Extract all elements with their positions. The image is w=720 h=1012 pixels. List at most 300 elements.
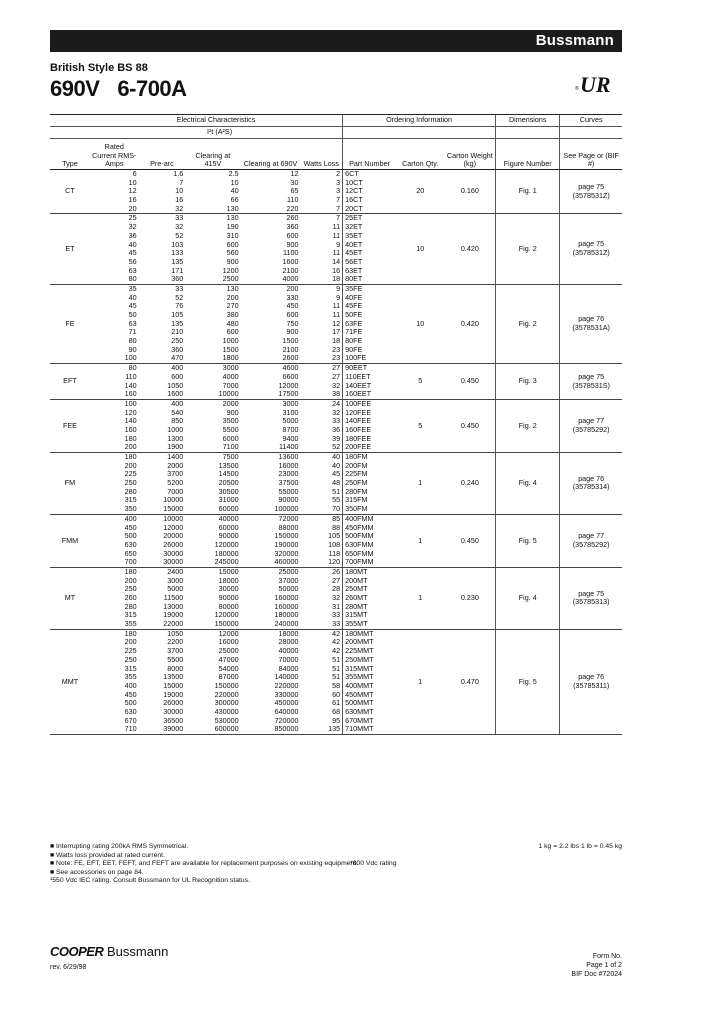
- note-replacement: ■ Note: FE, EFT, EET, FEFT, and FEFT are available for replacement purposes on existing equipment.: [50, 860, 359, 868]
- carton-weight: 0.160: [445, 170, 496, 214]
- prearc-value: 360: [171, 344, 184, 354]
- clearing-415v-value: 2.5: [228, 169, 239, 178]
- rated-current-value: 355: [124, 619, 137, 629]
- rated-current-value: 180: [124, 628, 137, 638]
- table-row: [50, 364, 622, 400]
- part-number: [343, 567, 396, 629]
- clearing-690v: [241, 364, 301, 400]
- clearing-690v-value: 2100: [282, 265, 299, 275]
- part-number-value: 315FM: [345, 495, 368, 505]
- watts-loss-value: 135: [328, 724, 341, 734]
- carton-weight: 0.450: [445, 399, 496, 452]
- clearing-690v-value: 6600: [282, 371, 299, 381]
- watts-loss-value: 3: [336, 177, 341, 187]
- clearing-415v: [185, 399, 240, 452]
- prearc-value: 12000: [163, 522, 184, 532]
- clearing-690v-value: 37500: [278, 478, 299, 488]
- watts-loss-value: 27: [332, 575, 341, 585]
- clearing-690v-value: 16000: [278, 460, 299, 470]
- curve-reference: [560, 399, 622, 452]
- fuse-type: MMT: [50, 629, 90, 734]
- table-row: [50, 567, 622, 629]
- rated-current-value: 280: [124, 601, 137, 611]
- watts-loss-value: 40: [332, 452, 341, 461]
- carton-qty: 1: [396, 453, 445, 515]
- watts-loss-value: 9: [336, 292, 341, 302]
- part-number-header: Part Number: [343, 139, 396, 170]
- watts-loss-value: 118: [328, 548, 341, 558]
- figure-number: Fig. 2: [496, 399, 560, 452]
- prearc-value: 26000: [163, 539, 184, 549]
- clearing-415v-value: 10000: [218, 389, 239, 399]
- rated-current: [90, 170, 139, 214]
- rated-current-value: 500: [124, 698, 137, 708]
- rated-current-value: 225: [124, 646, 137, 656]
- clearing-415v-value: 130: [226, 203, 239, 213]
- part-number-value: 200MMT: [345, 637, 374, 647]
- clearing-415v-value: 530000: [214, 715, 239, 725]
- part-number-value: 400MMT: [345, 680, 374, 690]
- clearing-415v: [185, 364, 240, 400]
- clearing-690v-value: 190000: [274, 539, 299, 549]
- figure-number-header: Figure Number: [496, 139, 560, 170]
- clearing-415v-value: 150000: [214, 680, 239, 690]
- watts-loss-value: 55: [332, 495, 341, 505]
- clearing-690v: [241, 170, 301, 214]
- prearc-value: 15000: [163, 680, 184, 690]
- prearc-value: 1600: [167, 389, 184, 399]
- clearing-415v-value: 310: [226, 230, 239, 240]
- prearc-value: 250: [171, 336, 184, 346]
- part-number-value: 250MT: [345, 584, 368, 594]
- fuse-group-fee: [50, 399, 622, 452]
- prearc-value: 52: [175, 292, 184, 302]
- prearc-value: 10000: [163, 513, 184, 523]
- clearing-415v-value: 12000: [218, 628, 239, 638]
- rated-current-value: 160: [124, 424, 137, 434]
- watts-loss-value: 7: [336, 203, 341, 213]
- fuse-type: FE: [50, 284, 90, 363]
- watts-loss: [300, 364, 342, 400]
- figure-number: Fig. 5: [496, 629, 560, 734]
- clearing-415v-value: 245000: [214, 557, 239, 567]
- watts-loss: [300, 567, 342, 629]
- rated-current-value: 36: [128, 230, 137, 240]
- rated-current-value: 40: [128, 292, 137, 302]
- cooper-logo: COOPER: [50, 944, 104, 959]
- clearing-415v-value: 90000: [218, 593, 239, 602]
- rated-current-value: 250: [124, 478, 137, 488]
- part-number-value: 90EET: [345, 363, 368, 373]
- curve-bif: (3578531Z): [572, 248, 610, 258]
- clearing-690v-value: 1600: [282, 256, 299, 266]
- prearc: [139, 567, 186, 629]
- clearing-415v-value: 60000: [218, 504, 239, 514]
- prearc-value: 26000: [163, 698, 184, 708]
- clearing-690v-value: 640000: [274, 706, 299, 716]
- rated-current-value: 25: [128, 213, 137, 223]
- part-number-value: 315MT: [345, 610, 368, 620]
- carton-weight: 0.420: [445, 284, 496, 363]
- clearing-690v: [241, 514, 301, 567]
- part-number-value: 355MMT: [345, 672, 374, 682]
- clearing-690v-value: 600: [286, 310, 299, 319]
- clearing-690v-value: 160000: [274, 601, 299, 611]
- rated-current-value: 315: [124, 663, 137, 673]
- prearc-value: 32: [175, 203, 184, 213]
- fuse-group-mt: [50, 567, 622, 629]
- prearc-value: 33: [175, 283, 184, 293]
- watts-loss-value: 39: [332, 433, 341, 443]
- clearing-690v-value: 50000: [278, 584, 299, 594]
- clearing-415v: [185, 453, 240, 515]
- note-600vdc: *600 Vdc rating: [350, 860, 397, 867]
- carton-weight: 0.230: [445, 567, 496, 629]
- clearing-415v-value: 1000: [222, 336, 239, 346]
- part-number: [343, 514, 396, 567]
- clearing-415v-value: 10: [230, 177, 239, 187]
- prearc-value: 400: [171, 363, 184, 373]
- rated-current-value: 200: [124, 442, 137, 452]
- clearing-415v-value: 60000: [218, 522, 239, 532]
- carton-qty: 5: [396, 364, 445, 400]
- part-number-value: 180FM: [345, 452, 368, 461]
- watts-loss-value: 24: [332, 398, 341, 408]
- rated-current-value: 20: [128, 203, 137, 213]
- clearing-690v-value: 200: [286, 283, 299, 293]
- clearing-415v: [185, 514, 240, 567]
- part-number-value: 250MMT: [345, 654, 374, 664]
- clearing-415v-value: 66: [230, 195, 239, 205]
- carton-weight: 0.240: [445, 453, 496, 515]
- clearing-415v-value: 900: [226, 407, 239, 417]
- clearing-415v-value: 3000: [222, 363, 239, 373]
- rated-current-value: 56: [128, 256, 137, 266]
- carton-qty: 10: [396, 284, 445, 363]
- clearing-690v-value: 18000: [278, 628, 299, 638]
- clearing-690v-value: 160000: [274, 593, 299, 602]
- clearing-415v-value: 430000: [214, 706, 239, 716]
- watts-loss-header: Watts Loss: [300, 139, 342, 170]
- clearing-690v-value: 330000: [274, 689, 299, 699]
- watts-loss-value: 28: [332, 584, 341, 594]
- prearc-value: 10: [175, 186, 184, 196]
- fuse-group-fe: [50, 284, 622, 363]
- clearing-690v-value: 30: [290, 177, 299, 187]
- clearing-690v-value: 220: [286, 203, 299, 213]
- part-number-value: 40ET: [345, 239, 363, 249]
- watts-loss-value: 2: [336, 169, 341, 178]
- clearing-690v-value: 900: [286, 239, 299, 249]
- footer-logo: [50, 944, 168, 959]
- clearing-415-header: Clearing at 415V: [185, 139, 240, 170]
- curve-bif: (3578531Z): [572, 190, 610, 200]
- rated-current-value: 200: [124, 460, 137, 470]
- fuse-type: ET: [50, 214, 90, 285]
- rated-current-value: 160: [124, 389, 137, 399]
- rated-current-value: 110: [125, 371, 137, 381]
- prearc: [139, 629, 186, 734]
- rated-current: [90, 364, 139, 400]
- rated-current: [90, 514, 139, 567]
- watts-loss-value: 17: [332, 327, 341, 337]
- clearing-415v-value: 6000: [222, 433, 239, 443]
- prearc-value: 30000: [163, 548, 184, 558]
- part-number-value: 650FMM: [345, 548, 374, 558]
- rated-current-value: 250: [124, 654, 137, 664]
- clearing-415v-value: 7000: [222, 380, 239, 390]
- rated-current-value: 90: [128, 344, 137, 354]
- part-number-value: 630MMT: [345, 706, 374, 716]
- clearing-690v-value: 25000: [278, 566, 299, 576]
- fuse-group-mmt: [50, 629, 622, 734]
- part-number-value: 35ET: [345, 230, 363, 240]
- clearing-415v-value: 130: [226, 283, 239, 293]
- clearing-690v-value: 4000: [282, 274, 299, 284]
- fuse-group-eft: [50, 364, 622, 400]
- prearc-value: 2000: [167, 460, 184, 470]
- carton-weight: 0.450: [445, 364, 496, 400]
- watts-loss-value: 70: [332, 504, 341, 514]
- prearc-value: 135: [171, 256, 184, 266]
- part-number-value: 225FM: [345, 469, 368, 479]
- clearing-690v-value: 850000: [274, 724, 299, 734]
- prearc-value: 22000: [163, 619, 184, 629]
- clearing-415v-value: 15000: [218, 566, 239, 576]
- ordering-header: Ordering Information: [343, 115, 496, 127]
- figure-number: Fig. 2: [496, 284, 560, 363]
- clearing-415v-value: 120000: [214, 539, 239, 549]
- rated-current-value: 10: [128, 177, 137, 187]
- watts-loss-value: 68: [332, 706, 341, 716]
- brand-name: Bussmann: [535, 32, 614, 49]
- prearc-value: 470: [171, 353, 184, 363]
- rated-current-value: 630: [124, 706, 137, 716]
- rated-current: [90, 453, 139, 515]
- carton-weight: 0.470: [445, 629, 496, 734]
- curve-reference: [560, 170, 622, 214]
- watts-loss-value: 18: [332, 336, 341, 346]
- clearing-690v-value: 11400: [279, 442, 299, 452]
- rated-current-value: 710: [124, 724, 137, 734]
- curve-reference: [560, 567, 622, 629]
- part-number-value: 500MMT: [345, 698, 374, 708]
- prearc-value: 30000: [163, 706, 184, 716]
- part-number-value: 140FEE: [345, 416, 372, 426]
- watts-loss-value: 32: [332, 593, 341, 602]
- curve-page: page 77: [578, 416, 605, 426]
- rated-current-value: 700: [124, 557, 137, 567]
- prearc-value: 210: [171, 327, 184, 337]
- rated-current-value: 450: [124, 522, 137, 532]
- clearing-415v-value: 20500: [218, 478, 239, 488]
- clearing-415v-value: 1200: [222, 265, 239, 275]
- rated-current-value: 500: [124, 531, 137, 541]
- clearing-415v-value: 1800: [222, 353, 239, 363]
- clearing-415v-value: 3500: [222, 416, 239, 426]
- rated-current-value: 80: [128, 274, 137, 284]
- clearing-415v-value: 480: [226, 318, 239, 328]
- prearc-header: Pre-arc: [139, 139, 186, 170]
- part-number-value: 6CT: [345, 169, 359, 178]
- prearc-value: 1000: [167, 424, 184, 434]
- prearc: [139, 399, 186, 452]
- part-number-value: 120FEE: [345, 407, 372, 417]
- clearing-690v-value: 23000: [278, 469, 299, 479]
- curve-bif: (35785314): [572, 482, 610, 492]
- carton-qty: 1: [396, 514, 445, 567]
- clearing-415v-value: 220000: [214, 689, 239, 699]
- page-number: Page 1 of 2: [586, 962, 622, 969]
- prearc-value: 135: [171, 318, 184, 328]
- carton-qty: 5: [396, 399, 445, 452]
- curve-reference: [560, 284, 622, 363]
- rated-current-value: 100: [124, 398, 137, 408]
- prearc-value: 3700: [167, 469, 184, 479]
- prearc-value: 76: [175, 301, 184, 311]
- prearc-value: 39000: [163, 724, 184, 734]
- clearing-415v-value: 120000: [214, 610, 239, 620]
- part-number-value: 355MT: [345, 619, 368, 629]
- watts-loss-value: 11: [332, 230, 341, 240]
- clearing-415v-value: 200: [226, 292, 239, 302]
- watts-loss-value: 3: [336, 186, 341, 196]
- clearing-690v-value: 320000: [274, 548, 299, 558]
- fuse-type: MT: [50, 567, 90, 629]
- watts-loss-value: 60: [332, 689, 341, 699]
- prearc-value: 33: [175, 213, 184, 223]
- part-number-value: 225MMT: [345, 646, 374, 656]
- clearing-415v-value: 13500: [218, 460, 239, 470]
- carton-weight: 0.450: [445, 514, 496, 567]
- clearing-690v-value: 72000: [278, 513, 299, 523]
- part-number-value: 16CT: [345, 195, 363, 205]
- clearing-690v: [241, 453, 301, 515]
- rated-current-value: 355: [124, 672, 137, 682]
- rated-current-value: 630: [124, 539, 137, 549]
- curve-bif: (35785311): [573, 680, 610, 690]
- clearing-690v-value: 5000: [282, 416, 299, 426]
- table-row: [50, 214, 622, 285]
- rated-current-value: 140: [124, 416, 137, 426]
- fuse-type: CT: [50, 170, 90, 214]
- clearing-690v-value: 28000: [278, 637, 299, 647]
- fuse-group-fmm: [50, 514, 622, 567]
- clearing-415v-value: 2500: [222, 274, 239, 284]
- fuse-type: EFT: [50, 364, 90, 400]
- part-number: [343, 453, 396, 515]
- clearing-690v-value: 4600: [282, 363, 299, 373]
- watts-loss-value: 26: [332, 566, 341, 576]
- prearc-value: 5200: [167, 478, 184, 488]
- clearing-415v-value: 1500: [222, 344, 239, 354]
- rated-current-value: 180: [124, 452, 137, 461]
- part-number-value: 12CT: [345, 186, 363, 196]
- clearing-690v-value: 330: [286, 292, 299, 302]
- electrical-header: Electrical Characteristics: [90, 115, 343, 127]
- clearing-690v-value: 110: [286, 195, 299, 205]
- part-number-value: 500FMM: [345, 531, 374, 541]
- prearc-value: 7000: [167, 486, 184, 496]
- voltage-rating: 690V: [50, 76, 100, 101]
- rated-current-value: 280: [124, 486, 137, 496]
- prearc-value: 5000: [167, 584, 184, 594]
- part-number: [343, 629, 396, 734]
- clearing-415v-value: 560: [226, 248, 239, 258]
- curves-header: Curves: [560, 115, 622, 127]
- prearc-value: 36500: [163, 715, 184, 725]
- headline: [50, 76, 187, 102]
- clearing-415v-value: 7100: [222, 442, 239, 452]
- prearc-value: 850: [171, 416, 184, 426]
- rated-current-value: 250: [124, 584, 137, 594]
- clearing-690v-value: 55000: [278, 486, 299, 496]
- curve-page: page 76: [578, 473, 605, 483]
- clearing-415v: [185, 284, 240, 363]
- prearc-value: 32: [175, 222, 184, 232]
- watts-loss-value: 32: [332, 407, 341, 417]
- clearing-415v-value: 54000: [218, 663, 239, 673]
- clearing-415v-value: 600: [226, 327, 239, 337]
- clearing-415v-value: 40000: [218, 513, 239, 523]
- clearing-415v-value: 600000: [214, 724, 239, 734]
- prearc-value: 133: [171, 248, 184, 258]
- watts-loss-value: 11: [332, 301, 341, 311]
- table-row: [50, 170, 622, 214]
- part-number-value: 200FEE: [345, 442, 372, 452]
- prearc-value: 171: [171, 265, 184, 275]
- part-number-value: 260MT: [345, 593, 368, 602]
- prearc-value: 16: [175, 195, 184, 205]
- rated-current-value: 200: [124, 637, 137, 647]
- clearing-690v-value: 1500: [282, 336, 299, 346]
- prearc-value: 600: [171, 371, 184, 381]
- clearing-690v-value: 360: [286, 222, 299, 232]
- curve-reference: [560, 629, 622, 734]
- watts-loss-value: 27: [332, 363, 341, 373]
- figure-number: Fig. 3: [496, 364, 560, 400]
- watts-loss-value: 45: [332, 469, 341, 479]
- note-watts-loss: ■ Watts loss provided at rated current.: [50, 851, 165, 859]
- rated-current-value: 180: [124, 566, 137, 576]
- figure-number: Fig. 4: [496, 453, 560, 515]
- clearing-415v-value: 25000: [218, 646, 239, 656]
- clearing-690v-value: 750: [286, 318, 299, 328]
- watts-loss-value: 23: [332, 353, 341, 363]
- clearing-415v-value: 90000: [218, 531, 239, 541]
- form-number: Form No.: [592, 953, 622, 960]
- rated-current-value: 63: [128, 318, 137, 328]
- curve-bif: (3578531A): [572, 323, 610, 333]
- part-number-value: 200MT: [345, 575, 368, 585]
- rated-current-value: 45: [128, 248, 137, 258]
- curve-reference: [560, 453, 622, 515]
- watts-loss-value: 9: [336, 283, 341, 293]
- rated-current-value: 315: [124, 610, 137, 620]
- clearing-415v-value: 18000: [218, 575, 239, 585]
- prearc-value: 1400: [167, 452, 184, 461]
- carton-qty-header: Carton Qty.: [396, 139, 445, 170]
- clearing-690v: [241, 399, 301, 452]
- part-number-value: 90FE: [345, 344, 363, 354]
- table-row: [50, 514, 622, 567]
- clearing-690v-value: 720000: [274, 715, 299, 725]
- clearing-415v-value: 47000: [218, 654, 239, 664]
- rated-current-value: 225: [124, 469, 137, 479]
- watts-loss-value: 11: [332, 222, 341, 232]
- prearc-value: 540: [171, 407, 184, 417]
- clearing-690v-value: 260: [286, 213, 299, 223]
